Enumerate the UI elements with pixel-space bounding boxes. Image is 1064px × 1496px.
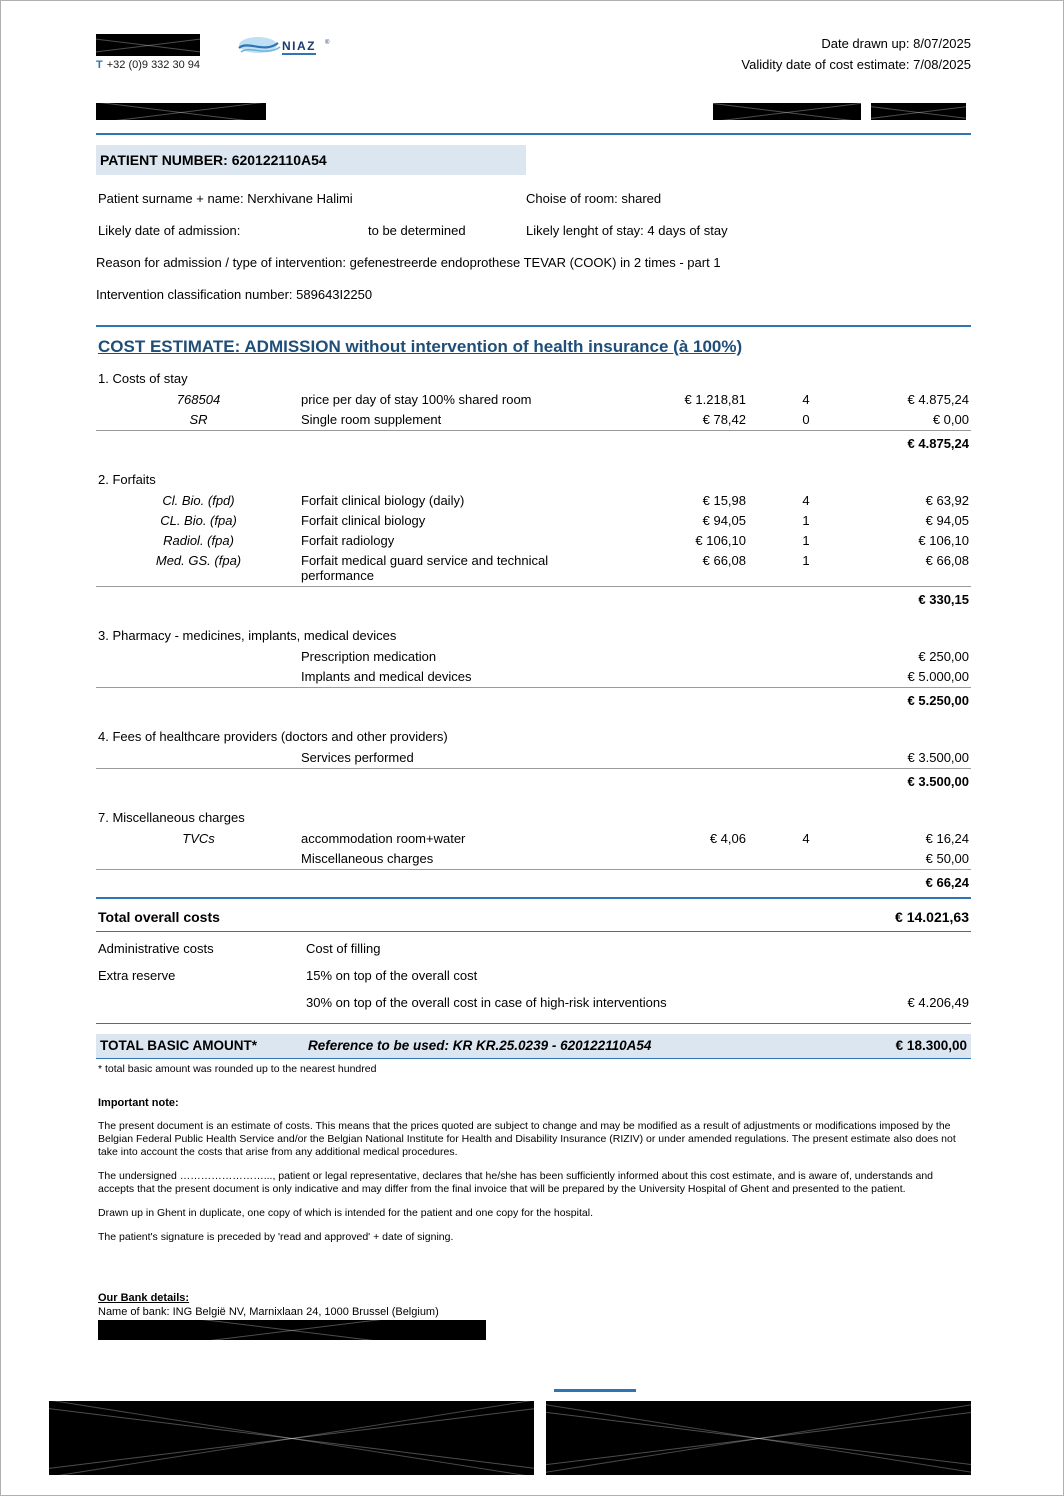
row-code: Cl. Bio. (fpd) (162, 493, 235, 508)
length-of-stay: Likely lenght of stay: 4 days of stay (526, 223, 728, 238)
overall-total-row (96, 905, 971, 931)
admission-reason: Reason for admission / type of intervention: gefenestreerde endoprothese TEVAR (COOK) in 2 times - part 1 (96, 255, 721, 270)
extra-reserve-label: Extra reserve (98, 968, 176, 983)
row-price: € 94,05 (702, 513, 746, 528)
date-drawn-label: Date drawn up: (821, 36, 910, 51)
row-code (96, 667, 301, 688)
row-price (601, 849, 776, 870)
sender-phone (96, 59, 200, 71)
administrative-costs-label: Administrative costs (98, 941, 214, 956)
extra-reserve-value: € 4.206,49 (907, 995, 969, 1010)
row-price: € 15,98 (702, 493, 746, 508)
note-paragraph-2: The undersigned ……………………..., patient or legal representative, declares that he/she has been sufficiently informed about this cost estimate, and is aware of, understands and accepts that the present document is only indicative and may differ from the final invoice that will be prepared by the University Hospital of Ghent and presented to the patient. (98, 1170, 934, 1195)
row-desc: Forfait clinical biology (301, 513, 426, 528)
important-note-title: Important note: (98, 1097, 179, 1109)
svg-text:®: ® (325, 40, 330, 46)
row-price: € 66,08 (601, 551, 776, 587)
row-price (601, 667, 776, 688)
section-heading-7: 7. Miscellaneous charges (98, 810, 245, 825)
subtotal-value: € 5.250,00 (907, 693, 969, 708)
table-row (96, 390, 971, 410)
totals-divider (96, 897, 971, 899)
header-dates (741, 33, 971, 75)
note-paragraph-3: Drawn up in Ghent in duplicate, one copy of which is intended for the patient and one copy for the hospital. (98, 1207, 593, 1219)
bank-name-line: Name of bank: ING België NV, Marnixlaan 24, 1000 Brussel (Belgium) (98, 1306, 439, 1318)
validity-label: Validity date of cost estimate: (741, 57, 910, 72)
patient-number-banner: PATIENT NUMBER: 620122110A54 (96, 145, 526, 175)
patient-admission-row (96, 223, 971, 239)
row-desc: Forfait medical guard service and technical performance (301, 551, 601, 587)
extra-reserve-desc-2: 30% on top of the overall cost in case of high-risk interventions (306, 995, 667, 1010)
section-table-7 (96, 829, 971, 893)
section-table-4 (96, 748, 971, 792)
row-desc: Miscellaneous charges (301, 849, 601, 870)
basic-amount-underline (96, 1058, 971, 1059)
row-desc: Forfait clinical biology (daily) (301, 493, 465, 508)
subtotal-row (96, 688, 971, 712)
row-code (96, 647, 301, 667)
table-row (96, 748, 971, 769)
row-total: € 94,05 (925, 513, 969, 528)
row-qty: 4 (802, 831, 810, 846)
rounding-footnote: * total basic amount was rounded up to the nearest hundred (98, 1063, 377, 1075)
row-qty: 1 (802, 533, 810, 548)
row-code: 768504 (176, 392, 221, 407)
row-desc: Implants and medical devices (301, 667, 601, 688)
svg-text:NIAZ: NIAZ (282, 39, 316, 53)
section-heading-3: 3. Pharmacy - medicines, implants, medical devices (98, 628, 397, 643)
row-desc: Single room supplement (301, 410, 601, 431)
phone-number: +32 (0)9 332 30 94 (106, 59, 201, 71)
row-price: € 78,42 (601, 410, 776, 431)
section-table-3 (96, 647, 971, 711)
date-drawn-value: 8/07/2025 (913, 36, 971, 51)
redacted-reference (871, 103, 966, 120)
document-body (96, 29, 971, 1345)
row-desc: Forfait radiology (301, 533, 395, 548)
row-price: € 106,10 (695, 533, 746, 548)
patient-classification-row (96, 287, 971, 303)
subtotal-row (96, 587, 971, 611)
table-row (96, 531, 971, 551)
header-redacted-row (96, 103, 971, 129)
overall-total-value: € 14.021,63 (895, 909, 969, 925)
patient-name-row (96, 191, 971, 207)
patient-name: Patient surname + name: Nerxhivane Halimi (98, 191, 353, 206)
extra-reserve-row-2 (96, 995, 971, 1013)
admission-value: to be determined (368, 223, 466, 238)
table-row (96, 511, 971, 531)
table-row (96, 491, 971, 511)
row-code: Radiol. (fpa) (163, 533, 234, 548)
row-qty (776, 667, 836, 688)
note-paragraph-1: The present document is an estimate of costs. This means that the prices quoted are subject to change and may be modified as a result of adjustments or modifications imposed by the Belgian Federal Public Health Service and/or the Belgian National Institute for Health and Disability Insurance (RIZIV) or under amended regulations. The present estimate also does not take into account the costs that arise from any additional medical procedures. (98, 1120, 956, 1158)
subtotal-value: € 4.875,24 (907, 436, 969, 451)
row-total: € 66,08 (836, 551, 971, 587)
validity-line (741, 54, 971, 75)
basic-amount-divider (96, 1023, 971, 1024)
row-qty: 4 (802, 493, 810, 508)
basic-amount-value: € 18.300,00 (895, 1038, 967, 1053)
page-title: COST ESTIMATE: ADMISSION without intervention of health insurance (à 100%) (98, 337, 743, 356)
row-qty (776, 849, 836, 870)
row-qty: 1 (776, 551, 836, 587)
row-price (601, 647, 776, 667)
header-divider (96, 133, 971, 135)
section-heading-4: 4. Fees of healthcare providers (doctors and other providers) (98, 729, 448, 744)
room-choice: Choise of room: shared (526, 191, 662, 206)
row-code (96, 748, 301, 769)
row-total: € 106,10 (918, 533, 969, 548)
redacted-footer-right (546, 1401, 971, 1475)
redacted-address-left (96, 103, 266, 120)
patient-reason-row (96, 255, 971, 271)
subtotal-value: € 66,24 (925, 875, 969, 890)
row-price: € 1.218,81 (684, 392, 746, 407)
redacted-sender-name (96, 34, 200, 56)
document-footer (49, 1389, 1015, 1477)
intervention-classification: Intervention classification number: 589643I2250 (96, 287, 373, 302)
row-desc: Prescription medication (301, 649, 437, 664)
redacted-address-right (713, 103, 861, 120)
row-code: SR (96, 410, 301, 431)
table-row (96, 647, 971, 667)
table-row (96, 410, 971, 431)
date-drawn-line (741, 33, 971, 54)
row-price: € 4,06 (709, 831, 746, 846)
row-qty (776, 748, 836, 769)
subtotal-row (96, 870, 971, 894)
table-row (96, 849, 971, 870)
row-code: TVCs (182, 831, 215, 846)
administrative-costs-desc: Cost of filling (306, 941, 381, 956)
table-row (96, 551, 971, 587)
niaz-logo (236, 34, 331, 62)
row-total: € 4.875,24 (907, 392, 969, 407)
section-heading-2: 2. Forfaits (98, 472, 156, 487)
note-paragraph-4: The patient's signature is preceded by 'read and approved' + date of signing. (98, 1231, 454, 1243)
payment-reference: Reference to be used: KR KR.25.0239 - 620122110A54 (308, 1038, 652, 1053)
title-divider (96, 325, 971, 327)
row-desc: accommodation room+water (301, 831, 466, 846)
row-total: € 250,00 (918, 649, 969, 664)
row-qty: 4 (802, 392, 810, 407)
row-total: € 5.000,00 (836, 667, 971, 688)
section-table-1 (96, 390, 971, 454)
total-basic-amount-band (96, 1034, 971, 1058)
extra-reserve-row (96, 968, 971, 986)
row-price (601, 748, 776, 769)
phone-prefix: T (96, 59, 103, 71)
subtotal-row (96, 431, 971, 455)
subtotal-value: € 330,15 (918, 592, 969, 607)
table-row (96, 829, 971, 849)
row-code: CL. Bio. (fpa) (160, 513, 237, 528)
footer-accent-bar (554, 1389, 636, 1392)
row-total: € 3.500,00 (836, 748, 971, 769)
row-code (96, 849, 301, 870)
section-table-2 (96, 491, 971, 610)
row-qty (776, 647, 836, 667)
row-total: € 0,00 (836, 410, 971, 431)
document-header (96, 29, 971, 101)
redacted-bank-account (98, 1320, 486, 1340)
subtotal-value: € 3.500,00 (907, 774, 969, 789)
table-row (96, 667, 971, 688)
row-total: € 16,24 (925, 831, 969, 846)
row-code: Med. GS. (fpa) (96, 551, 301, 587)
subtotal-row (96, 769, 971, 793)
row-total: € 63,92 (925, 493, 969, 508)
row-qty: 0 (776, 410, 836, 431)
validity-value: 7/08/2025 (913, 57, 971, 72)
overall-total-underline (96, 931, 971, 932)
extra-reserve-desc-1: 15% on top of the overall cost (306, 968, 478, 983)
row-total: € 50,00 (836, 849, 971, 870)
section-heading-1: 1. Costs of stay (98, 371, 188, 386)
administrative-costs-row (96, 941, 971, 959)
basic-amount-label: TOTAL BASIC AMOUNT* (100, 1038, 257, 1053)
row-desc: price per day of stay 100% shared room (301, 392, 532, 407)
admission-label: Likely date of admission: (98, 223, 241, 238)
row-qty: 1 (802, 513, 810, 528)
bank-details-title: Our Bank details: (98, 1292, 190, 1304)
redacted-footer-left (49, 1401, 534, 1475)
overall-total-label: Total overall costs (98, 909, 220, 925)
row-desc: Services performed (301, 748, 601, 769)
